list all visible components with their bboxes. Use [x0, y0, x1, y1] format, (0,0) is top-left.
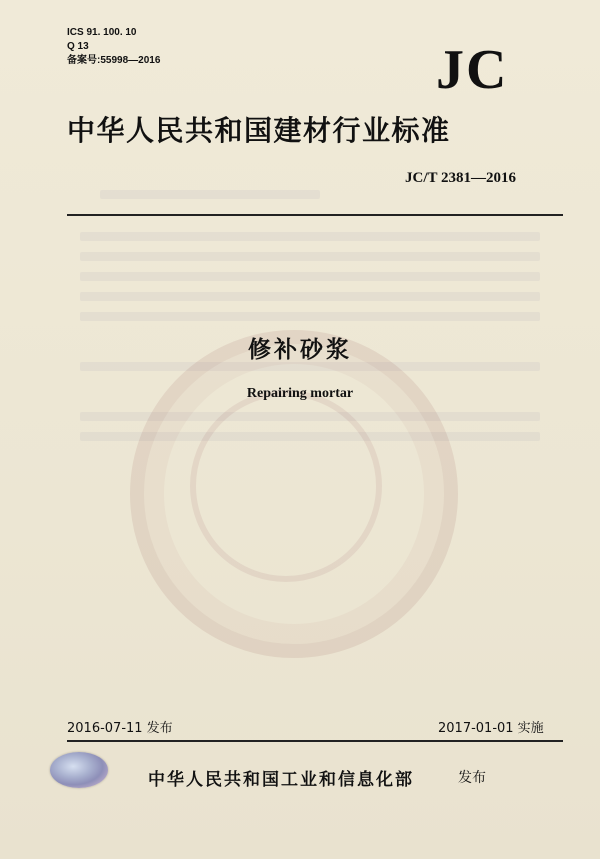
divider — [67, 214, 563, 216]
divider — [67, 740, 563, 742]
filing-number: 备案号:55998—2016 — [67, 55, 161, 66]
bleed-through-text — [80, 232, 540, 241]
jc-logo: JC — [436, 39, 509, 101]
issuing-authority: 中华人民共和国工业和信息化部 — [148, 770, 414, 790]
bleed-through-text — [100, 190, 320, 199]
bleed-through-text — [80, 292, 540, 301]
issuing-action: 发布 — [458, 770, 486, 786]
bleed-through-text — [80, 272, 540, 281]
document-title-english: Repairing mortar — [246, 386, 354, 401]
bleed-through-text — [80, 312, 540, 321]
bleed-through-text — [80, 252, 540, 261]
document-title-chinese: 修补砂浆 — [248, 337, 352, 363]
standard-number: JC/T 2381—2016 — [405, 170, 516, 186]
standard-category-title: 中华人民共和国建材行业标准 — [67, 114, 451, 147]
hologram-seal-icon — [50, 752, 108, 788]
classification-code: Q 13 — [67, 41, 89, 52]
ics-code: ICS 91. 100. 10 — [67, 27, 137, 38]
classification-block — [67, 26, 160, 68]
effective-date: 2017-01-01 实施 — [438, 721, 544, 736]
watermark-seal-inner — [190, 390, 382, 582]
issue-date: 2016-07-11 发布 — [67, 721, 173, 736]
